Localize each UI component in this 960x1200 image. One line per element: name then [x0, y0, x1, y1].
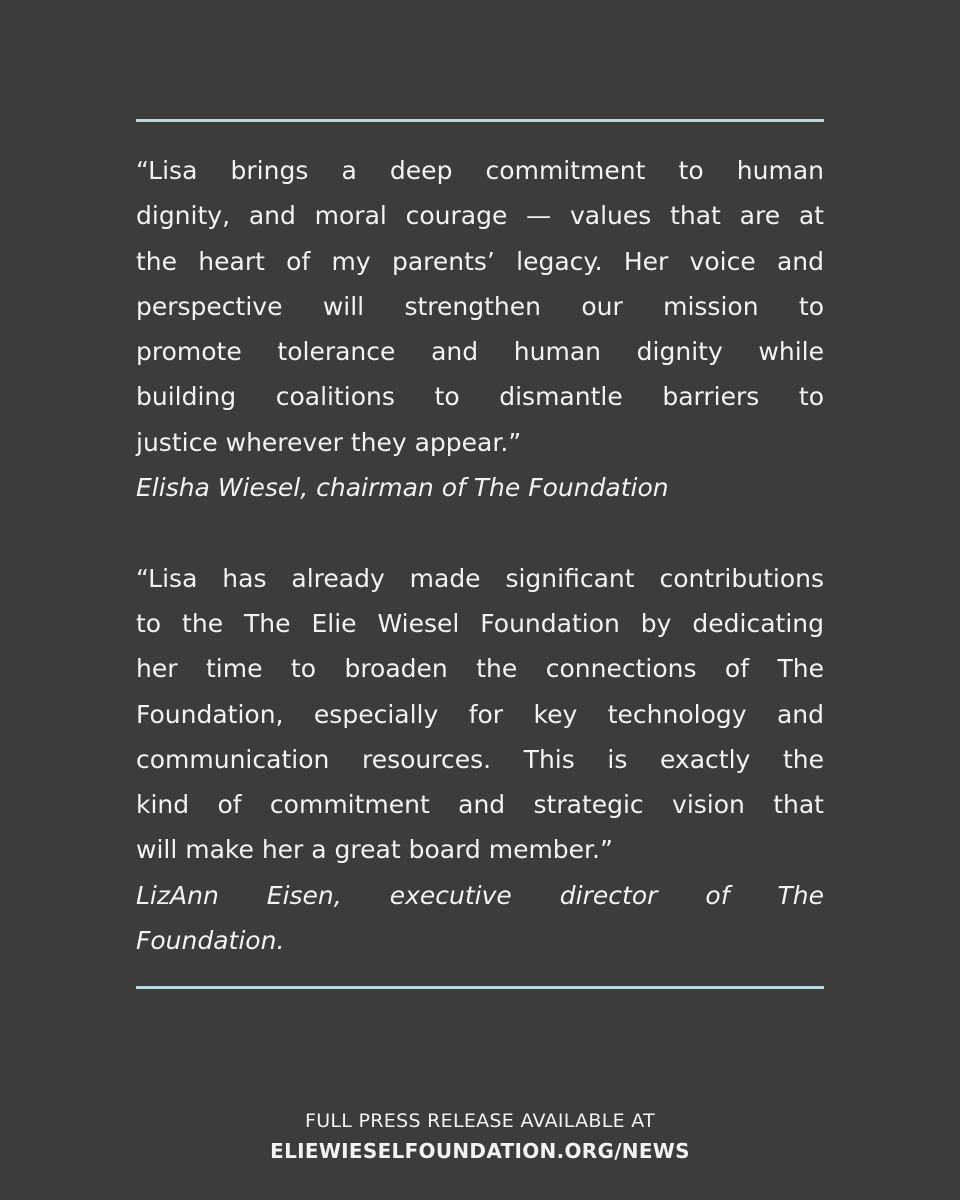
quote-line: perspective will strengthen our mission to — [136, 291, 824, 321]
footer-url: ELIEWIESELFOUNDATION.ORG/NEWS — [270, 1139, 690, 1163]
footer-caption: FULL PRESS RELEASE AVAILABLE AT — [304, 1110, 656, 1132]
quote-line: communication resources. This is exactly the — [136, 744, 824, 774]
quote-line: the heart of my parents’ legacy. Her voice and — [136, 246, 824, 276]
quote-attribution: LizAnn Eisen, executive director of The — [136, 880, 824, 910]
quote-line: building coalitions to dismantle barriers to — [136, 382, 824, 412]
quote-line: to the The Elie Wiesel Foundation by dedicating — [136, 608, 824, 638]
quote-line: Foundation, especially for key technology and — [136, 699, 824, 729]
quote-line: “Lisa has already made significant contributions — [136, 563, 824, 593]
quote-elisha — [136, 148, 824, 510]
quote-attribution: Elisha Wiesel, chairman of The Foundation — [136, 473, 669, 503]
quote-line: promote tolerance and human dignity while — [136, 337, 824, 367]
quote-line: “Lisa brings a deep commitment to human — [136, 156, 824, 185]
quotes-body — [136, 148, 824, 963]
quote-attribution: Foundation. — [136, 926, 285, 956]
quote-line: dignity, and moral courage — values that are at — [136, 201, 824, 231]
quote-line: kind of commitment and strategic vision that — [136, 790, 824, 820]
quote-line: justice wherever they appear.” — [136, 427, 522, 457]
quote-lizann — [136, 556, 824, 964]
bottom-divider — [136, 986, 824, 989]
quote-line: her time to broaden the connections of The — [136, 654, 824, 684]
top-divider — [136, 119, 824, 122]
quote-line: will make her a great board member.” — [136, 835, 613, 865]
